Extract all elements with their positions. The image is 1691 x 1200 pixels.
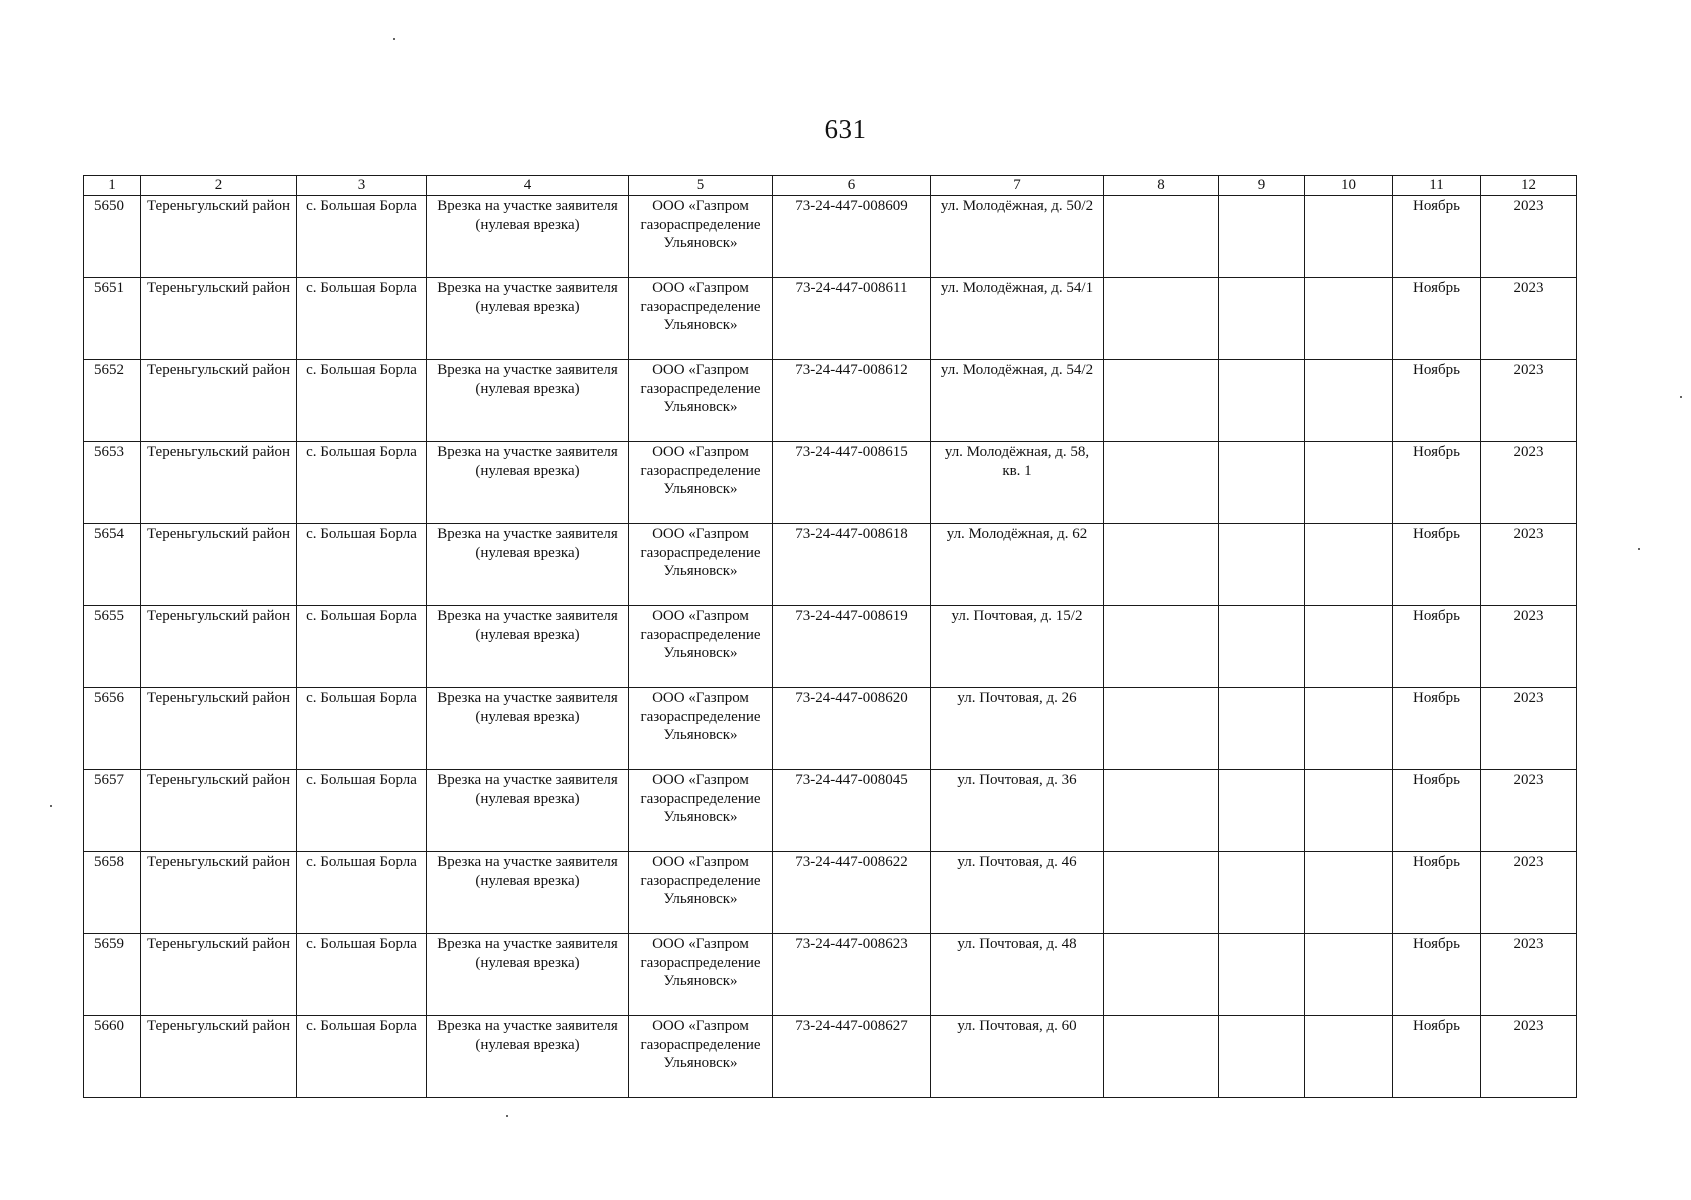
column-header: 1: [84, 176, 141, 196]
cell-col10: [1305, 770, 1393, 852]
scan-speck: [1680, 396, 1682, 398]
cell-month: Ноябрь: [1393, 934, 1481, 1016]
cell-organization: ООО «Газпром газораспределение Ульяновск»: [629, 442, 773, 524]
scan-speck: [393, 38, 395, 40]
cell-object-code: 73-24-447-008609: [773, 196, 931, 278]
cell-organization: ООО «Газпром газораспределение Ульяновск»: [629, 688, 773, 770]
cell-district: Тереньгульский район: [141, 278, 297, 360]
cell-col8: [1104, 934, 1219, 1016]
cell-year: 2023: [1481, 934, 1577, 1016]
cell-district: Тереньгульский район: [141, 360, 297, 442]
cell-year: 2023: [1481, 442, 1577, 524]
cell-col10: [1305, 1016, 1393, 1098]
column-header: 3: [297, 176, 427, 196]
cell-object-code: 73-24-447-008620: [773, 688, 931, 770]
column-header: 6: [773, 176, 931, 196]
registry-table: [83, 175, 1577, 1098]
cell-work-type: Врезка на участке заявителя (нулевая врезка): [427, 606, 629, 688]
table-row: [84, 442, 1577, 524]
cell-row-number: 5653: [84, 442, 141, 524]
cell-address: ул. Почтовая, д. 48: [931, 934, 1104, 1016]
cell-month: Ноябрь: [1393, 688, 1481, 770]
cell-work-type: Врезка на участке заявителя (нулевая врезка): [427, 278, 629, 360]
table-row: [84, 852, 1577, 934]
cell-district: Тереньгульский район: [141, 1016, 297, 1098]
cell-work-type: Врезка на участке заявителя (нулевая врезка): [427, 770, 629, 852]
cell-year: 2023: [1481, 606, 1577, 688]
cell-settlement: с. Большая Борла: [297, 688, 427, 770]
cell-row-number: 5658: [84, 852, 141, 934]
cell-address: ул. Молодёжная, д. 54/1: [931, 278, 1104, 360]
table-row: [84, 278, 1577, 360]
cell-organization: ООО «Газпром газораспределение Ульяновск»: [629, 770, 773, 852]
cell-row-number: 5660: [84, 1016, 141, 1098]
cell-col10: [1305, 442, 1393, 524]
cell-object-code: 73-24-447-008615: [773, 442, 931, 524]
cell-organization: ООО «Газпром газораспределение Ульяновск»: [629, 934, 773, 1016]
cell-month: Ноябрь: [1393, 1016, 1481, 1098]
cell-address: ул. Почтовая, д. 60: [931, 1016, 1104, 1098]
cell-settlement: с. Большая Борла: [297, 606, 427, 688]
cell-month: Ноябрь: [1393, 196, 1481, 278]
cell-district: Тереньгульский район: [141, 852, 297, 934]
cell-settlement: с. Большая Борла: [297, 196, 427, 278]
cell-address: ул. Почтовая, д. 46: [931, 852, 1104, 934]
cell-row-number: 5651: [84, 278, 141, 360]
cell-settlement: с. Большая Борла: [297, 770, 427, 852]
cell-month: Ноябрь: [1393, 770, 1481, 852]
cell-district: Тереньгульский район: [141, 688, 297, 770]
column-header: 4: [427, 176, 629, 196]
cell-organization: ООО «Газпром газораспределение Ульяновск»: [629, 524, 773, 606]
cell-col10: [1305, 524, 1393, 606]
cell-work-type: Врезка на участке заявителя (нулевая врезка): [427, 934, 629, 1016]
cell-district: Тереньгульский район: [141, 442, 297, 524]
table-row: [84, 1016, 1577, 1098]
scan-speck: [1638, 548, 1640, 550]
cell-organization: ООО «Газпром газораспределение Ульяновск»: [629, 360, 773, 442]
cell-month: Ноябрь: [1393, 360, 1481, 442]
cell-district: Тереньгульский район: [141, 770, 297, 852]
cell-year: 2023: [1481, 1016, 1577, 1098]
cell-month: Ноябрь: [1393, 278, 1481, 360]
cell-col9: [1219, 524, 1305, 606]
cell-row-number: 5650: [84, 196, 141, 278]
cell-object-code: 73-24-447-008618: [773, 524, 931, 606]
cell-address: ул. Почтовая, д. 15/2: [931, 606, 1104, 688]
cell-col9: [1219, 852, 1305, 934]
cell-work-type: Врезка на участке заявителя (нулевая врезка): [427, 360, 629, 442]
cell-row-number: 5659: [84, 934, 141, 1016]
cell-row-number: 5657: [84, 770, 141, 852]
cell-col9: [1219, 196, 1305, 278]
cell-col9: [1219, 770, 1305, 852]
cell-object-code: 73-24-447-008627: [773, 1016, 931, 1098]
cell-col9: [1219, 934, 1305, 1016]
scan-speck: [50, 805, 52, 807]
cell-row-number: 5654: [84, 524, 141, 606]
cell-settlement: с. Большая Борла: [297, 934, 427, 1016]
cell-object-code: 73-24-447-008622: [773, 852, 931, 934]
cell-organization: ООО «Газпром газораспределение Ульяновск»: [629, 278, 773, 360]
cell-work-type: Врезка на участке заявителя (нулевая врезка): [427, 688, 629, 770]
column-header: 9: [1219, 176, 1305, 196]
cell-object-code: 73-24-447-008611: [773, 278, 931, 360]
cell-settlement: с. Большая Борла: [297, 1016, 427, 1098]
cell-col10: [1305, 196, 1393, 278]
cell-settlement: с. Большая Борла: [297, 278, 427, 360]
cell-col9: [1219, 278, 1305, 360]
cell-col8: [1104, 442, 1219, 524]
cell-col8: [1104, 606, 1219, 688]
cell-col9: [1219, 360, 1305, 442]
cell-district: Тереньгульский район: [141, 524, 297, 606]
cell-row-number: 5656: [84, 688, 141, 770]
cell-year: 2023: [1481, 360, 1577, 442]
cell-district: Тереньгульский район: [141, 196, 297, 278]
column-header: 10: [1305, 176, 1393, 196]
table-row: [84, 934, 1577, 1016]
cell-col10: [1305, 360, 1393, 442]
cell-object-code: 73-24-447-008619: [773, 606, 931, 688]
cell-address: ул. Почтовая, д. 36: [931, 770, 1104, 852]
cell-year: 2023: [1481, 196, 1577, 278]
cell-month: Ноябрь: [1393, 442, 1481, 524]
cell-year: 2023: [1481, 688, 1577, 770]
cell-settlement: с. Большая Борла: [297, 442, 427, 524]
page-number: 631: [824, 114, 867, 144]
cell-row-number: 5652: [84, 360, 141, 442]
cell-object-code: 73-24-447-008045: [773, 770, 931, 852]
cell-col9: [1219, 442, 1305, 524]
column-header: 11: [1393, 176, 1481, 196]
cell-organization: ООО «Газпром газораспределение Ульяновск»: [629, 606, 773, 688]
cell-work-type: Врезка на участке заявителя (нулевая врезка): [427, 1016, 629, 1098]
cell-col9: [1219, 688, 1305, 770]
cell-object-code: 73-24-447-008623: [773, 934, 931, 1016]
cell-work-type: Врезка на участке заявителя (нулевая врезка): [427, 524, 629, 606]
table-row: [84, 524, 1577, 606]
table-row: [84, 196, 1577, 278]
cell-col10: [1305, 688, 1393, 770]
cell-month: Ноябрь: [1393, 852, 1481, 934]
cell-col8: [1104, 524, 1219, 606]
cell-address: ул. Молодёжная, д. 58, кв. 1: [931, 442, 1104, 524]
cell-year: 2023: [1481, 852, 1577, 934]
cell-work-type: Врезка на участке заявителя (нулевая врезка): [427, 442, 629, 524]
cell-address: ул. Почтовая, д. 26: [931, 688, 1104, 770]
table-row: [84, 688, 1577, 770]
column-header: 8: [1104, 176, 1219, 196]
column-header: 2: [141, 176, 297, 196]
cell-col8: [1104, 852, 1219, 934]
cell-settlement: с. Большая Борла: [297, 524, 427, 606]
cell-col9: [1219, 606, 1305, 688]
cell-settlement: с. Большая Борла: [297, 852, 427, 934]
column-header: 12: [1481, 176, 1577, 196]
cell-address: ул. Молодёжная, д. 62: [931, 524, 1104, 606]
cell-col8: [1104, 278, 1219, 360]
cell-organization: ООО «Газпром газораспределение Ульяновск»: [629, 852, 773, 934]
cell-col9: [1219, 1016, 1305, 1098]
cell-address: ул. Молодёжная, д. 54/2: [931, 360, 1104, 442]
cell-work-type: Врезка на участке заявителя (нулевая врезка): [427, 196, 629, 278]
cell-settlement: с. Большая Борла: [297, 360, 427, 442]
cell-col10: [1305, 934, 1393, 1016]
column-header: 5: [629, 176, 773, 196]
column-header: 7: [931, 176, 1104, 196]
cell-col8: [1104, 360, 1219, 442]
cell-col10: [1305, 852, 1393, 934]
cell-col8: [1104, 196, 1219, 278]
cell-address: ул. Молодёжная, д. 50/2: [931, 196, 1104, 278]
cell-object-code: 73-24-447-008612: [773, 360, 931, 442]
table-row: [84, 606, 1577, 688]
table-row: [84, 770, 1577, 852]
scan-speck: [506, 1115, 508, 1117]
cell-year: 2023: [1481, 524, 1577, 606]
cell-organization: ООО «Газпром газораспределение Ульяновск»: [629, 1016, 773, 1098]
cell-work-type: Врезка на участке заявителя (нулевая врезка): [427, 852, 629, 934]
cell-district: Тереньгульский район: [141, 934, 297, 1016]
cell-col8: [1104, 1016, 1219, 1098]
cell-row-number: 5655: [84, 606, 141, 688]
cell-month: Ноябрь: [1393, 524, 1481, 606]
cell-year: 2023: [1481, 770, 1577, 852]
cell-col8: [1104, 770, 1219, 852]
cell-col10: [1305, 606, 1393, 688]
cell-col8: [1104, 688, 1219, 770]
cell-district: Тереньгульский район: [141, 606, 297, 688]
table-row: [84, 360, 1577, 442]
cell-col10: [1305, 278, 1393, 360]
cell-year: 2023: [1481, 278, 1577, 360]
header-row: [84, 176, 1577, 196]
cell-month: Ноябрь: [1393, 606, 1481, 688]
cell-organization: ООО «Газпром газораспределение Ульяновск»: [629, 196, 773, 278]
